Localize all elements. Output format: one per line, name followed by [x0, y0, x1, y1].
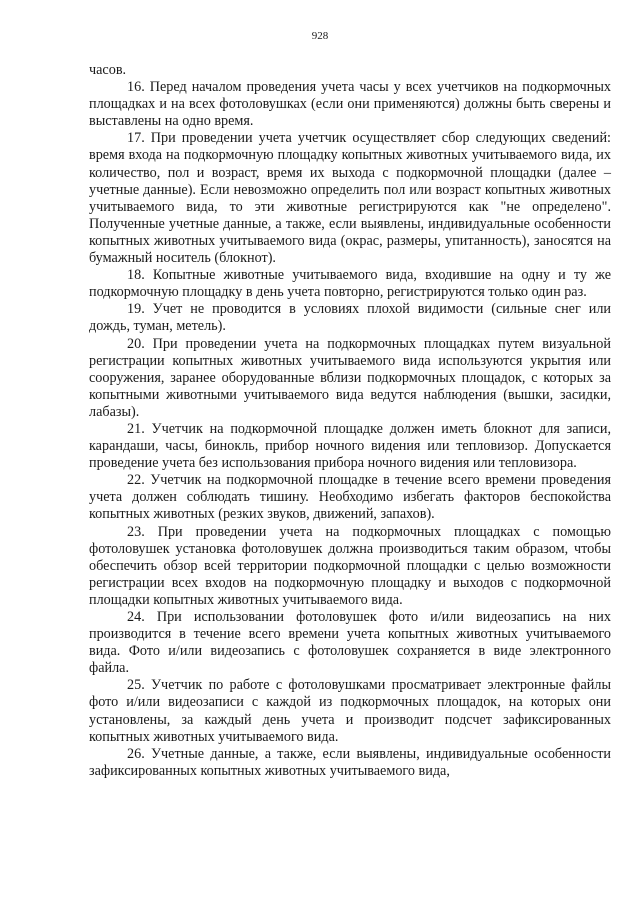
- paragraph-22: 22. Учетчик на подкормочной площадке в течение всего времени проведения учета должен соблюдать тишину. Необходимо избегать факторов беспокойства копытных животных (резких звуков, движений, запахов).: [89, 472, 611, 523]
- page-number: 928: [311, 30, 329, 42]
- paragraph-21: 21. Учетчик на подкормочной площадке должен иметь блокнот для записи, карандаши, часы, бинокль, прибор ночного видения или тепловизор. Допускается проведение учета без использования прибора ночного видения или тепловизора.: [89, 420, 611, 472]
- paragraph-18: 18. Копытные животные учитываемого вида, входившие на одну и ту же подкормочную площадку в день учета повторно, регистрируются только один раз.: [89, 267, 611, 301]
- paragraph-24: 24. При использовании фотоловушек фото и/или видеозапись на них производится в течение всего времени учета копытных животных учитываемого вида. Фото и/или видеозапись с фотоловушек сохраняется в виде электронного файла.: [89, 609, 611, 677]
- paragraph-16: 16. Перед началом проведения учета часы у всех учетчиков на подкормочных площадках и на всех фотоловушках (если они применяются) должны быть сверены и выставлены на одно время.: [89, 79, 611, 130]
- paragraph-20: 20. При проведении учета на подкормочных площадках путем визуальной регистрации копытных животных учитываемого вида используются укрытия или сооружения, заранее оборудованные вблизи подкормочных площадок, с которых за копытными животными учитываемого вида ведутся наблюдения (вышки, засидки, лабазы).: [89, 335, 611, 420]
- paragraph-17: 17. При проведении учета учетчик осуществляет сбор следующих сведений: время входа на подкормочную площадку копытных животных учитываемого вида, их количество, пол и возраст, время их выхода с подкормочной площадки (далее – учетные данные). Если невозможно определить пол или возраст копытных животных учитываемого вида, то эти животные регистрируются как "не определено". Полученные учетные данные, а также, если выявлены, индивидуальные особенности копытных животных учитываемого вида (окрас, размеры, упитанность), заносятся на бумажный носитель (блокнот).: [89, 130, 611, 267]
- paragraph-continuation: часов.: [89, 62, 127, 78]
- paragraph-23: 23. При проведении учета на подкормочных площадках с помощью фотоловушек установка фотоловушек должна производиться таким образом, чтобы обеспечить обзор всей территории подкормочной площадки с целью возможности регистрации всех входов на подкормочную площадку и выходов с подкормочной площадки копытных животных учитываемого вида.: [89, 523, 611, 608]
- paragraph-25: 25. Учетчик по работе с фотоловушками просматривает электронные файлы фото и/или видеозаписи с каждой из подкормочных площадок, на которых они установлены, за каждый день учета и производит подсчет зафиксированных копытных животных учитываемого вида.: [89, 677, 611, 745]
- paragraph-26: 26. Учетные данные, а также, если выявлены, индивидуальные особенности зафиксированных копытных животных учитываемого вида,: [89, 745, 611, 779]
- document-body: [89, 62, 611, 780]
- paragraph-19: 19. Учет не проводится в условиях плохой видимости (сильные снег или дождь, туман, метель).: [89, 301, 611, 335]
